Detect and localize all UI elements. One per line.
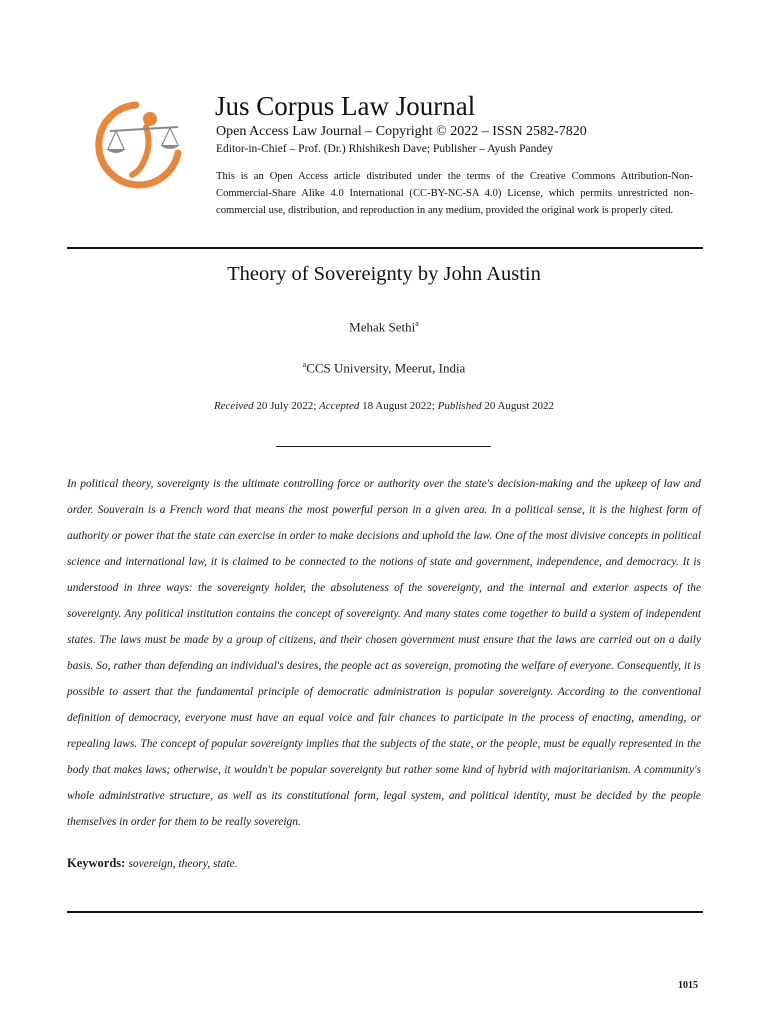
accepted-label: Accepted — [319, 400, 360, 412]
published-date: 20 August 2022 — [484, 400, 555, 412]
page-number: 1015 — [678, 980, 698, 991]
scales-of-justice-logo — [92, 97, 188, 193]
header-divider — [67, 247, 703, 249]
publication-dates — [0, 398, 768, 414]
license-notice: This is an Open Access article distributed under the terms of the Creative Commons Attribution-Non-Commercial-Share Alike 4.0 International (CC-BY-NC-SA 4.0) License, which permits unrestricted non-commercial use, distribution, and reproduction in any medium, provided the original work is properly cited. — [216, 171, 693, 216]
affiliation: CCS University, Meerut, India — [306, 360, 466, 376]
affiliation-line — [0, 356, 768, 377]
journal-subtitle: Open Access Law Journal – Copyright © 2022 – ISSN 2582-7820 — [216, 124, 587, 139]
keywords-value: sovereign, theory, state. — [128, 858, 238, 870]
received-label: Received — [213, 400, 254, 412]
author-superscript: a — [415, 319, 419, 328]
abstract-separator — [276, 446, 491, 447]
author-line — [0, 315, 768, 336]
footer-divider — [67, 911, 703, 913]
author-name: Mehak Sethi — [349, 319, 416, 335]
journal-editors: Editor-in-Chief – Prof. (Dr.) Rhishikesh Dave; Publisher – Ayush Pandey — [216, 143, 553, 155]
journal-title: Jus Corpus Law Journal — [215, 91, 476, 121]
received-date: 20 July 2022; — [256, 400, 317, 412]
paper-title: Theory of Sovereignty by John Austin — [227, 263, 541, 285]
accepted-date: 18 August 2022; — [362, 400, 435, 412]
keywords-line — [67, 853, 238, 874]
keywords-label: Keywords: — [67, 856, 126, 870]
affiliation-superscript: a — [302, 360, 307, 369]
published-label: Published — [437, 400, 482, 412]
abstract: In political theory, sovereignty is the ultimate controlling force or authority over the state's decision-making and the upkeep of law and order. Souverain is a French word that means the most powerful person in a given area. In a political sense, it is the highest form of authority or power that the state can exercise in order to make decisions and uphold the law. One of the most divisive concepts in political science and international law, it is claimed to be connected to the notions of state and government, independence, and democracy. It is understood in three ways: the sovereignty holder, the absoluteness of the sovereignty, and the internal and exterior aspects of the sovereignty. Any political institution contains the concept of sovereignty. And many states come together to build a system of independent states. The laws must be made by a group of citizens, and their chosen government must ensure that the laws are carried out on a daily basis. So, rather than defending an individual's desires, the people act as sovereign, promoting the welfare of everyone. Consequently, it is possible to assert that the fundamental principle of democratic administration is popular sovereignty. According to the conventional definition of democracy, everyone must have an equal voice and fair chances to participate in the process of enacting, amending, or repealing laws. The concept of popular sovereignty implies that the subjects of the state, or the people, must be equally represented in the body that makes laws; otherwise, it wouldn't be popular sovereignty but rather some kind of hybrid with majoritarianism. A community's whole administrative structure, as well as its constitutional form, legal system, and political identity, must be decided by the people themselves in order for them to be really sovereign. — [67, 478, 701, 828]
